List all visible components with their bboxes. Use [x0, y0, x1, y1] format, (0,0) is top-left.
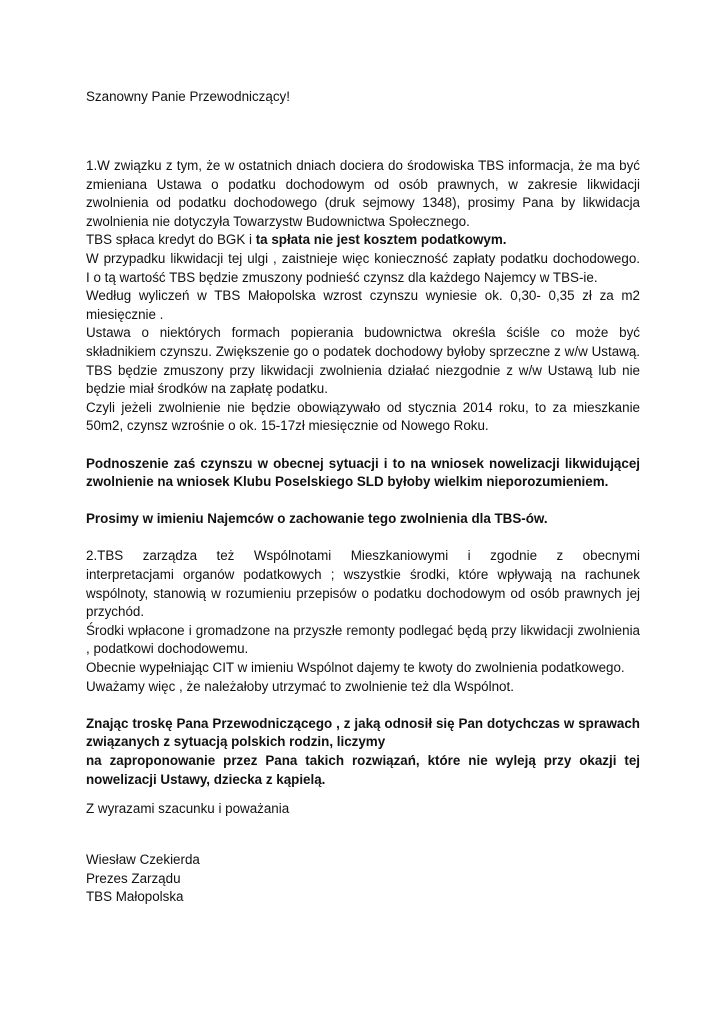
body-line: 1.W związku z tym, że w ostatnich dniach dociera do środowiska TBS informacja, że ma być [86, 158, 640, 173]
body-line: , podatkowi dochodowemu. [86, 641, 249, 657]
body-line: TBS będzie zmuszony przy likwidacji zwolnienia działać niezgodnie z w/w Ustawą lub nie [86, 362, 640, 378]
body-line: W przypadku likwidacji tej ulgi , zaistnieje więc konieczność zapłaty podatku dochodowego. [86, 250, 640, 266]
body-line: związanych z sytuacją polskich rodzin, liczymy [86, 734, 386, 750]
signer-organization: TBS Małopolska [86, 889, 184, 905]
paragraph-gap [86, 696, 640, 715]
body-line: miesięcznie . [86, 306, 164, 322]
body-line: Uważamy więc , że należałoby utrzymać to zwolnienie też dla Wspólnot. [86, 678, 514, 694]
signer-title: Prezes Zarządu [86, 870, 181, 886]
body-line: 2.TBS zarządza też Wspólnotami Mieszkaniowymi i zgodnie z obecnymi [86, 548, 640, 564]
body-line: zwolnienie na wniosek Klubu Poselskiego SLD byłoby wielkim nieporozumieniem. [86, 474, 609, 490]
greeting: Szanowny Panie Przewodniczący! [86, 89, 290, 104]
body-line: Ustawa o niektórych formach popierania budownictwa określa ściśle co może być [86, 325, 640, 341]
body-line: składnikiem czynszu. Zwiększenie go o podatek dochodowy byłoby sprzeczne z w/w Ustawą. [86, 343, 640, 359]
signature-block [86, 851, 200, 907]
body-line-text: TBS spłaca kredyt do BGK i [86, 232, 256, 248]
body-line: zmieniana Ustawa o podatku dochodowym od osób prawnych, w zakresie likwidacji [86, 176, 640, 192]
body-line: przychód. [86, 604, 145, 620]
body-line: Znając troskę Pana Przewodniczącego , z jaką odnosił się Pan dotychczas w sprawach [86, 715, 640, 731]
body-line [86, 231, 640, 250]
paragraph-gap [86, 529, 640, 548]
body-line: zwolnienia nie dotyczyła Towarzystw Budownictwa Społecznego. [86, 213, 470, 229]
letter-body [86, 157, 640, 789]
body-line: interpretacjami organów podatkowych ; wszystkie środki, które wpływają na rachunek [86, 567, 640, 583]
body-line: wspólnoty, stanowią w rozumieniu przepisów o podatku dochodowym od osób prawnych jej [86, 585, 640, 601]
body-line: Podnoszenie zaś czynszu w obecnej sytuacji i to na wniosek nowelizacji likwidującej [86, 455, 640, 471]
body-line: Obecnie wypełniając CIT w imieniu Wspólnot dajemy te kwoty do zwolnienia podatkowego. [86, 660, 625, 676]
body-line: Według wyliczeń w TBS Małopolska wzrost czynszu wyniesie ok. 0,30- 0,35 zł za m2 [86, 288, 640, 304]
signer-name: Wiesław Czekierda [86, 852, 200, 867]
body-line: Czyli jeżeli zwolnienie nie będzie obowiązywało od stycznia 2014 roku, to za mieszkanie [86, 399, 640, 415]
body-line: nowelizacji Ustawy, dziecka z kąpielą. [86, 771, 326, 787]
body-line: na zaproponowanie przez Pana takich rozwiązań, które nie wyleją przy okazji tej [86, 753, 640, 768]
body-line: Środki wpłacone i gromadzone na przyszłe remonty podlegać będą przy likwidacji zwolnienia [86, 622, 640, 638]
body-line: Prosimy w imieniu Najemców o zachowanie tego zwolnienia dla TBS-ów. [86, 511, 548, 527]
paragraph-gap [86, 436, 640, 455]
body-line: 50m2, czynsz wzrośnie o ok. 15-17zł miesięcznie od Nowego Roku. [86, 418, 489, 434]
body-line: będzie miał środków na zapłatę podatku. [86, 381, 328, 397]
body-line: zwolnienia od podatku dochodowego (druk sejmowy 1348), prosimy Pana by likwidacja [86, 195, 640, 211]
paragraph-gap [86, 492, 640, 511]
closing: Z wyrazami szacunku i poważania [86, 801, 290, 816]
body-line-bold-text: ta spłata nie jest kosztem podatkowym. [255, 232, 507, 248]
body-line: I o tą wartość TBS będzie zmuszony podnieść czynsz dla każdego Najemcy w TBS-ie. [86, 269, 598, 285]
